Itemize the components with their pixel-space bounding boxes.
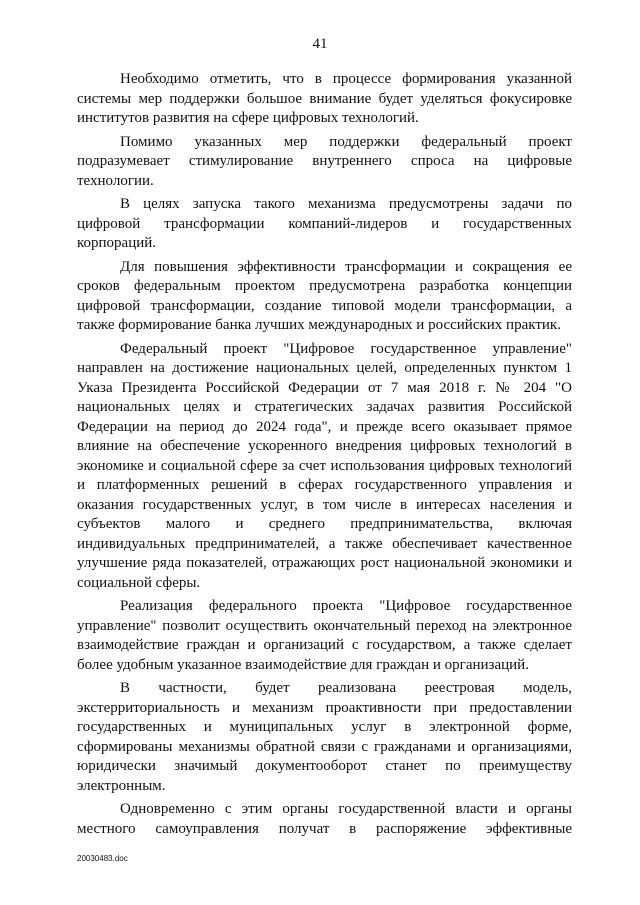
paragraph-2: Помимо указанных мер поддержки федеральный проект подразумевает стимулирование внутреннего спроса на цифровые технологии. — [77, 133, 572, 189]
document-body — [77, 70, 572, 843]
paragraph-7: В частности, будет реализована реестровая модель, экстерриториальность и механизм проактивности при предоставлении государственных и муниципальных услуг в электронной форме, сформированы механизмы обратной связи с гражданами и организациями, юридически значимый документооборот станет по преимуществу электронным. — [77, 680, 572, 794]
footer-filename: 20030483.doc — [77, 854, 128, 863]
paragraph-8: Одновременно с этим органы государственной власти и органы местного самоуправления получат в распоряжение эффективные — [77, 801, 572, 837]
page-number: 41 — [312, 36, 328, 52]
paragraph-3: В целях запуска такого механизма предусмотрены задачи по цифровой трансформации компаний-лидеров и государственных корпораций. — [77, 196, 572, 251]
paragraph-6: Реализация федерального проекта "Цифровое государственное управление" позволит осуществить окончательный переход на электронное взаимодействие граждан и организаций с государством, а также сделает более удобным указанное взаимодействие для граждан и организаций. — [77, 598, 572, 673]
paragraph-1: Необходимо отметить, что в процессе формирования указанной системы мер поддержки большое внимание будет уделяться фокусировке институтов развития на сфере цифровых технологий. — [77, 71, 572, 126]
paragraph-4: Для повышения эффективности трансформации и сокращения ее сроков федеральным проектом предусмотрена разработка концепции цифровой трансформации, создание типовой модели трансформации, а также формирование банка лучших международных и российских практик. — [77, 258, 572, 333]
paragraph-5: Федеральный проект "Цифровое государственное управление" направлен на достижение национальных целей, определенных пунктом 1 Указа Президента Российской Федерации от 7 мая 2018 г. № 204 "О национальных целях и стратегических задачах развития Российской Федерации на период до 2024 года", и прежде всего оказывает прямое влияние на обеспечение ускоренного внедрения цифровых технологий в экономике и социальной сфере за счет использования цифровых технологий и платформенных решений в сферах государственного управления и оказания государственных услуг, в том числе в интересах населения и субъектов малого и среднего предпринимательства, включая индивидуальных предпринимателей, а также обеспечивает качественное улучшение ряда показателей, отражающих рост национальной экономики и социальной сферы. — [77, 340, 572, 591]
